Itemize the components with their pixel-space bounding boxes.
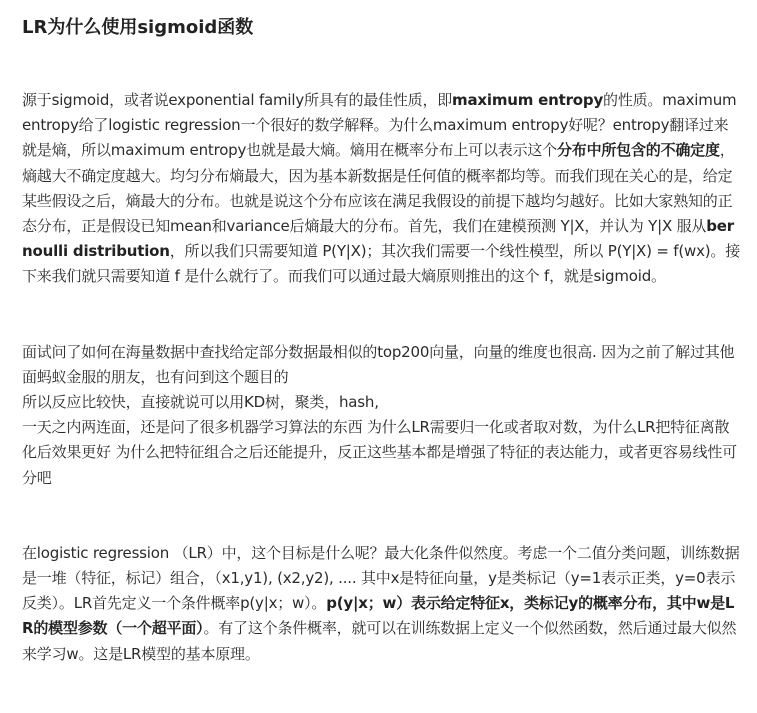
text-segment: ，所以我们只需要知道 P(Y|X)；其次我们需要一个线性模型，所以 P(Y|X) = f(wx)。接下来我们就只需要知道 f 是什么就行了。而我们可以通过最大熵原则推出的这个 f，就是sigmoid。 — [22, 242, 741, 286]
text-segment: 在logistic regression （LR）中，这个目标是什么呢？最大化条件似然度。考虑一个二值分类问题，训练数据是一堆（特征，标记）组合，（x1,y1), (x2,y2), .... 其中x是特征向量，y是类标记（y=1表示正类，y=0表示反类）。LR首先定义一个条件概率p(y|x；w）。 — [22, 543, 740, 613]
bold-conditional-probability: p(y|x；w）表示给定特征x，类标记y的概率分布，其中w是LR的模型参数（一个超平面） — [22, 594, 735, 638]
paragraph-lr-principle — [22, 541, 741, 667]
text-segment: 源于sigmoid，或者说exponential family所具有的最佳性质，即 — [22, 91, 453, 109]
text-line: 面试问了如何在海量数据中查找给定部分数据最相似的top200向量，向量的维度也很高. 因为之前了解过其他面蚂蚁金服的朋友，也有问到这个题目的 — [22, 342, 735, 386]
bold-uncertainty: 分布中所包含的不确定度 — [556, 141, 720, 160]
bold-bernoulli: bernoulli distribution — [22, 217, 734, 261]
bold-maximum-entropy: maximum entropy — [452, 91, 604, 109]
article-title: LR为什么使用sigmoid函数 — [22, 17, 254, 38]
text-segment: ，熵越大不确定度越大。均匀分布熵最大，因为基本新数据是任何值的概率都均等。而我们现在关心的是，给定某些假设之后，熵最大的分布。也就是说这个分布应该在满足我假设的前提下越均匀越好。比如大家熟知的正态分布，正是假设已知mean和variance后熵最大的分布。首先，我们在建模预测 Y|X，并认为 Y|X 服从 — [22, 141, 735, 236]
paragraph-interview — [22, 340, 741, 491]
text-line: 所以反应比较快，直接就说可以用KD树，聚类，hash, — [22, 393, 379, 412]
text-line: 一天之内两连面，还是问了很多机器学习算法的东西 为什么LR需要归一化或者取对数，为什么LR把特征离散化后效果更好 为什么把特征组合之后还能提升，反正这些基本都是增强了特征的表达能力，或者更容易线性可分吧 — [22, 418, 737, 487]
text-segment: 的性质。maximum entropy给了logistic regression一个很好的数学解释。为什么maximum entropy好呢？entropy翻译过来就是熵，所以maximum entropy也就是最大熵。熵用在概率分布上可以表示这个 — [22, 91, 737, 160]
text-segment: 。有了这个条件概率，就可以在训练数据上定义一个似然函数，然后通过最大似然来学习w。这是LR模型的基本原理。 — [22, 619, 737, 663]
paragraph-sigmoid-explanation — [22, 88, 741, 290]
